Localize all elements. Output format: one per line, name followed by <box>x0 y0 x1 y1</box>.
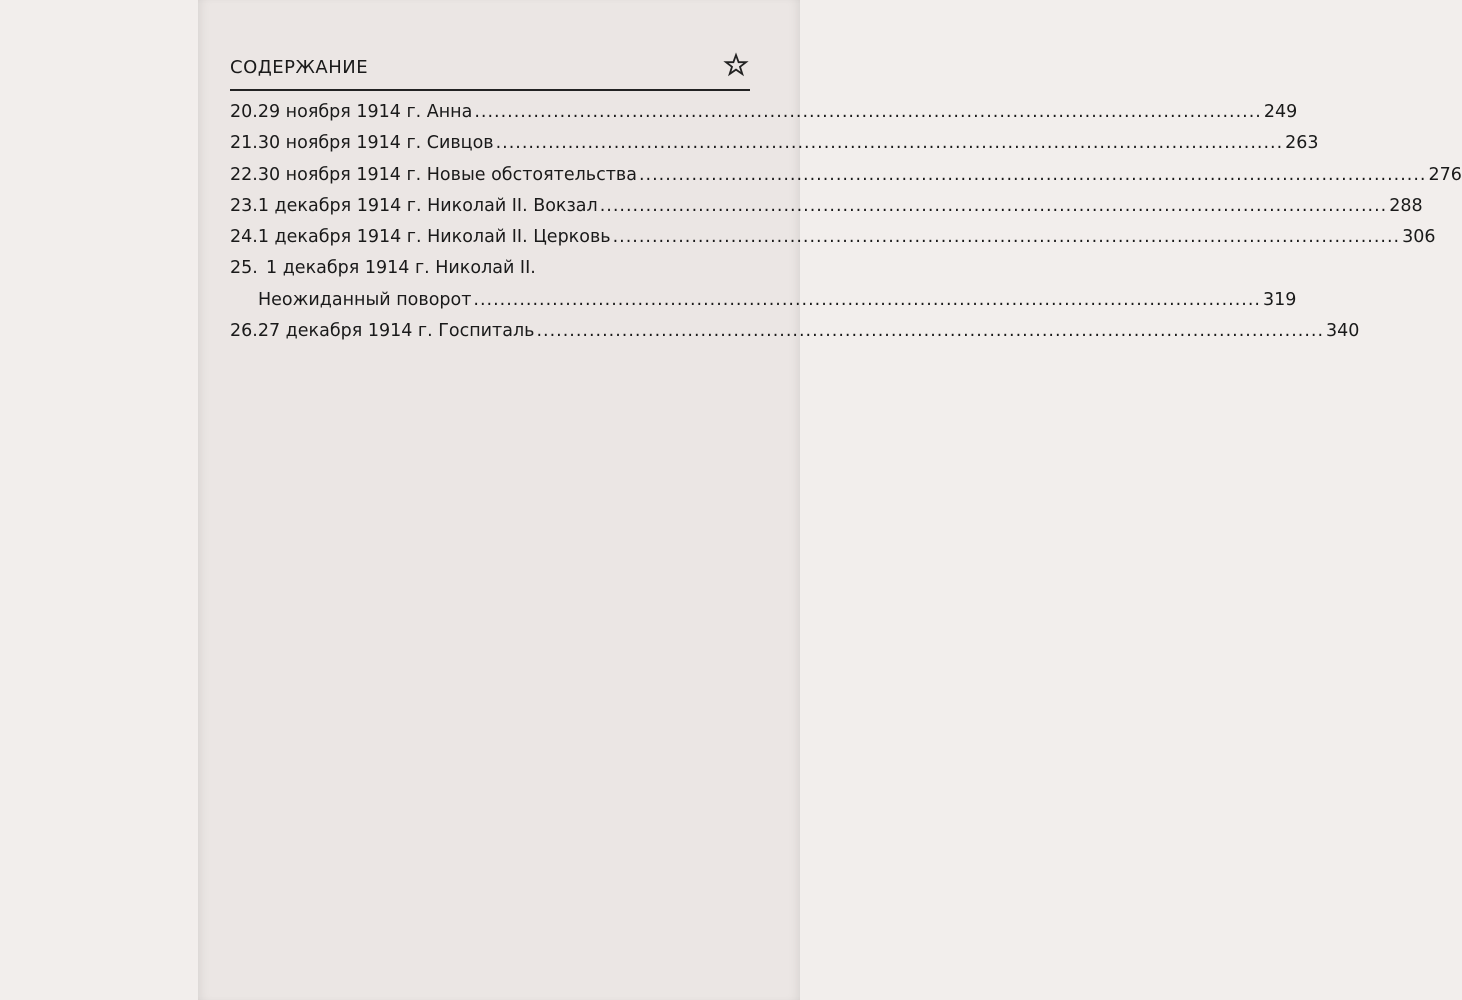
toc-entry[interactable] <box>230 102 1298 133</box>
toc-entry[interactable] <box>230 164 1462 196</box>
toc-number: 24. <box>230 227 258 248</box>
header-title: СОДЕРЖАНИЕ <box>230 57 369 78</box>
toc-title: 1 декабря 1914 г. Николай II. Церковь <box>257 227 611 248</box>
toc-entry[interactable] <box>230 195 1423 227</box>
toc-entry[interactable] <box>230 321 1360 352</box>
toc-leader-dots <box>473 290 1261 310</box>
page-header <box>230 55 750 91</box>
toc-leader-dots <box>613 227 1401 247</box>
toc-page-number: 306 <box>1402 227 1436 248</box>
toc-page-number: 276 <box>1428 164 1462 185</box>
toc-page-number: 249 <box>1263 102 1298 122</box>
toc-title: 30 ноября 1914 г. Новые обстоятельства <box>257 164 637 185</box>
toc-leader-dots <box>639 165 1427 185</box>
toc-leader-dots <box>600 196 1388 216</box>
toc-title: 1 декабря 1914 г. Николай II. <box>266 258 536 279</box>
toc-title: 1 декабря 1914 г. Николай II. Вокзал <box>257 195 598 216</box>
toc-leader-dots <box>474 102 1262 122</box>
toc-page-number: 319 <box>1262 289 1297 310</box>
toc-entry-continuation[interactable] <box>230 289 1297 321</box>
toc-title-continuation: Неожиданный поворот <box>258 289 472 310</box>
toc-entry[interactable] <box>230 227 1436 258</box>
toc-page-number: 288 <box>1389 195 1423 216</box>
toc-entry[interactable] <box>230 133 1319 164</box>
toc-leader-dots <box>536 321 1324 341</box>
toc-title: 29 ноября 1914 г. Анна <box>257 102 473 122</box>
toc-number: 21. <box>230 133 258 154</box>
toc-number: 20. <box>230 102 258 122</box>
toc-number: 23. <box>230 195 258 216</box>
toc-title: 27 декабря 1914 г. Госпиталь <box>257 321 535 342</box>
toc-title: 30 ноября 1914 г. Сивцов <box>257 133 494 154</box>
toc-page-number: 263 <box>1285 133 1319 154</box>
toc-page-number: 340 <box>1326 321 1360 342</box>
table-of-contents <box>230 102 1462 352</box>
toc-entry[interactable] <box>230 258 745 289</box>
toc-leader-dots <box>496 133 1284 153</box>
toc-number: 22. <box>230 164 258 185</box>
toc-number: 25. <box>230 258 258 279</box>
toc-number: 26. <box>230 321 258 342</box>
star-icon <box>724 53 748 77</box>
